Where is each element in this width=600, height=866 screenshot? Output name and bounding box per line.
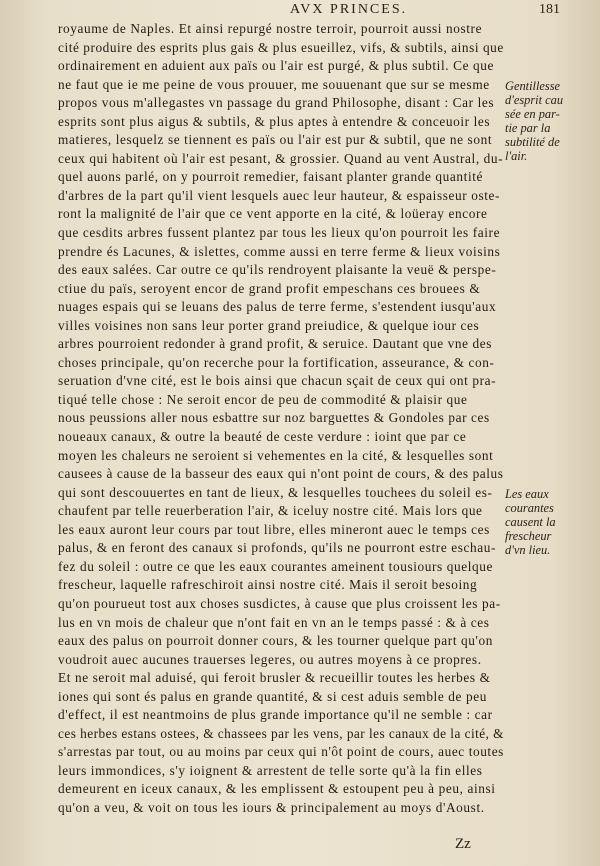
text-line: noueaux canaux, & outre la beauté de ceste verdure : ioint que par ce <box>58 429 467 445</box>
text-line: matieres, lesquelz se tiennent es païs ou l'air est pur & subtil, que ne sont <box>58 132 493 148</box>
text-line: iones qui sont és palus en grande quantité, & si cest aduis semble de peu <box>58 688 487 704</box>
text-line: qui sont descouuertes en tant de lieux, & lesquelles touchees du soleil es- <box>58 484 493 500</box>
text-line: ceux qui habitent où l'air est pesant, & grossier. Quand au vent Austral, du- <box>58 150 504 166</box>
text-line: ront la malignité de l'air que ce vent apporte en la cité, & loüeray encore <box>58 206 488 222</box>
text-line: lus en vn mois de chaleur que n'ont fait en vn an le temps passé : & à ces <box>58 614 490 630</box>
text-line: voudroit auec aucunes trauerses legeres, ou autres moyens à ce propres. <box>58 651 482 667</box>
text-line: esprits sont plus aigus & subtils, & plus aptes à entendre & conceuoir les <box>58 113 491 129</box>
margin-note-line: sée en par- <box>505 106 560 121</box>
text-line: propos vous m'allegastes vn passage du grand Philosophe, disant : Car les <box>58 95 495 111</box>
text-line: ordinairement en aduient aux païs ou l'air est purgé, & plus subtil. Ce que <box>58 58 494 74</box>
text-line: ne faut que ie me peine de vous prouuer, me souuenant que sur se mesme <box>58 76 490 92</box>
page-header <box>60 2 560 20</box>
text-line: que cesdits arbres fussent plantez par tous les lieux qu'on pourroit les faire <box>58 225 501 241</box>
text-line: cité produire des esprits plus gais & plus esueillez, vifs, & subtils, ainsi que <box>58 39 504 55</box>
text-line: d'arbres de la part qu'il vient lesquels auec leur hauteur, & espaisseur oste- <box>58 187 501 203</box>
margin-note-line: causent la <box>505 514 556 529</box>
text-line: qu'on pourueut tost aux choses susdictes, à cause que plus croissent les pa- <box>58 595 501 611</box>
text-line: nous peussions aller nous esbattre sur noz barguettes & Gondoles par ces <box>58 410 490 426</box>
margin-note-line: tie par la <box>505 120 551 135</box>
text-line: d'effect, il est neantmoins de plus grande importance qu'il ne semble : car <box>58 707 493 723</box>
text-line: demeurent en iceux canaux, & les emplissent & estoupent peu à peu, ainsi <box>58 781 496 797</box>
text-line: chaufent par telle reuerberation l'air, & iceluy nostre cité. Mais lors que <box>58 503 483 519</box>
text-line: royaume de Naples. Et ainsi repurgé nostre terroir, pourroit aussi nostre <box>58 21 483 36</box>
margin-note-line: d'esprit cau <box>505 92 564 107</box>
margin-note-line: courantes <box>505 500 554 515</box>
margin-note-line: d'vn lieu. <box>505 542 551 557</box>
text-line: des eaux salées. Car outre ce qu'ils rendroyent plaisante la veuë & perspe- <box>58 262 497 278</box>
text-line: choses principale, qu'on recerche pour la fortification, asseurance, & con- <box>58 354 495 370</box>
text-line: frescheur, laquelle rafreschiroit ainsi nostre cité. Mais il seroit besoing <box>58 577 478 593</box>
text-line: ctiue du païs, seroyent encor de grand profit empeschans ces brouees & <box>58 280 481 296</box>
text-line: villes voisines non sans leur porter grand preiudice, & quelque iour ces <box>58 317 480 333</box>
text-line: qu'on a veu, & voit on tous les iours & principalement au moys d'Aoust. <box>58 799 485 815</box>
margin-note-line: l'air. <box>505 148 528 163</box>
signature-mark: Zz <box>455 836 471 852</box>
margin-note-line: Les eaux <box>505 486 549 501</box>
text-line: arbres pourroient redonder à grand profit, & seruice. Dautant que vne des <box>58 336 493 352</box>
margin-note-line: frescheur <box>505 528 552 543</box>
text-line: ces herbes estans ostees, & chassees par les vens, par les canaux de la cité, & <box>58 725 504 741</box>
margin-note-line: Gentillesse <box>505 78 561 93</box>
text-line: palus, & en feront des canaux si profonds, qu'ils ne pourront estre eschau- <box>58 540 497 556</box>
text-line: s'arrestas par tout, ou au moins par ceux qui n'ôt point de cours, auec toutes <box>58 744 504 760</box>
margin-note <box>505 487 597 557</box>
text-line: seruation d'vne cité, est le bois ainsi que chacun sçait de ceux qui ont pra- <box>58 373 497 389</box>
text-line: moyen les chaleurs ne seroient si vehementes en la cité, & lesquelles sont <box>58 447 494 463</box>
text-line: leurs immondices, s'y ioignent & arrestent de telle sorte qu'à la fin elles <box>58 762 483 778</box>
page-number: 181 <box>539 2 560 17</box>
text-line: prendre és Lacunes, & islettes, comme aussi en terre ferme & lieux voisins <box>58 243 501 259</box>
text-line: Et ne seroit mal aduisé, qui feroit brusler & recueillir toutes les herbes & <box>58 670 491 686</box>
margin-note-line: subtilité de <box>505 134 560 149</box>
text-line: quel auons parlé, on y pourroit remedier, faisant planter grande quantité <box>58 169 484 185</box>
text-line: fez du soleil : outre ce que les eaux courantes ameinent tousiours quelque <box>58 558 494 574</box>
margin-note <box>505 79 597 163</box>
text-line: tiqué telle chose : Ne seroit encor de peu de commodité & plaisir que <box>58 391 468 407</box>
text-line: causees à cause de la basseur des eaux qui n'ont point de cours, & des palus <box>58 466 504 482</box>
text-line: nuages espais qui se leuans des palus de terre ferme, s'estendent iusqu'aux <box>58 299 497 315</box>
text-line: eaux des palus on pourroit donner cours, & les tourner quelque part qu'on <box>58 633 494 649</box>
body-text <box>58 20 504 818</box>
text-line: les eaux auront leur cours par tout libre, elles mineront auec le temps ces <box>58 521 490 537</box>
running-title: AVX PRINCES. <box>290 2 408 17</box>
